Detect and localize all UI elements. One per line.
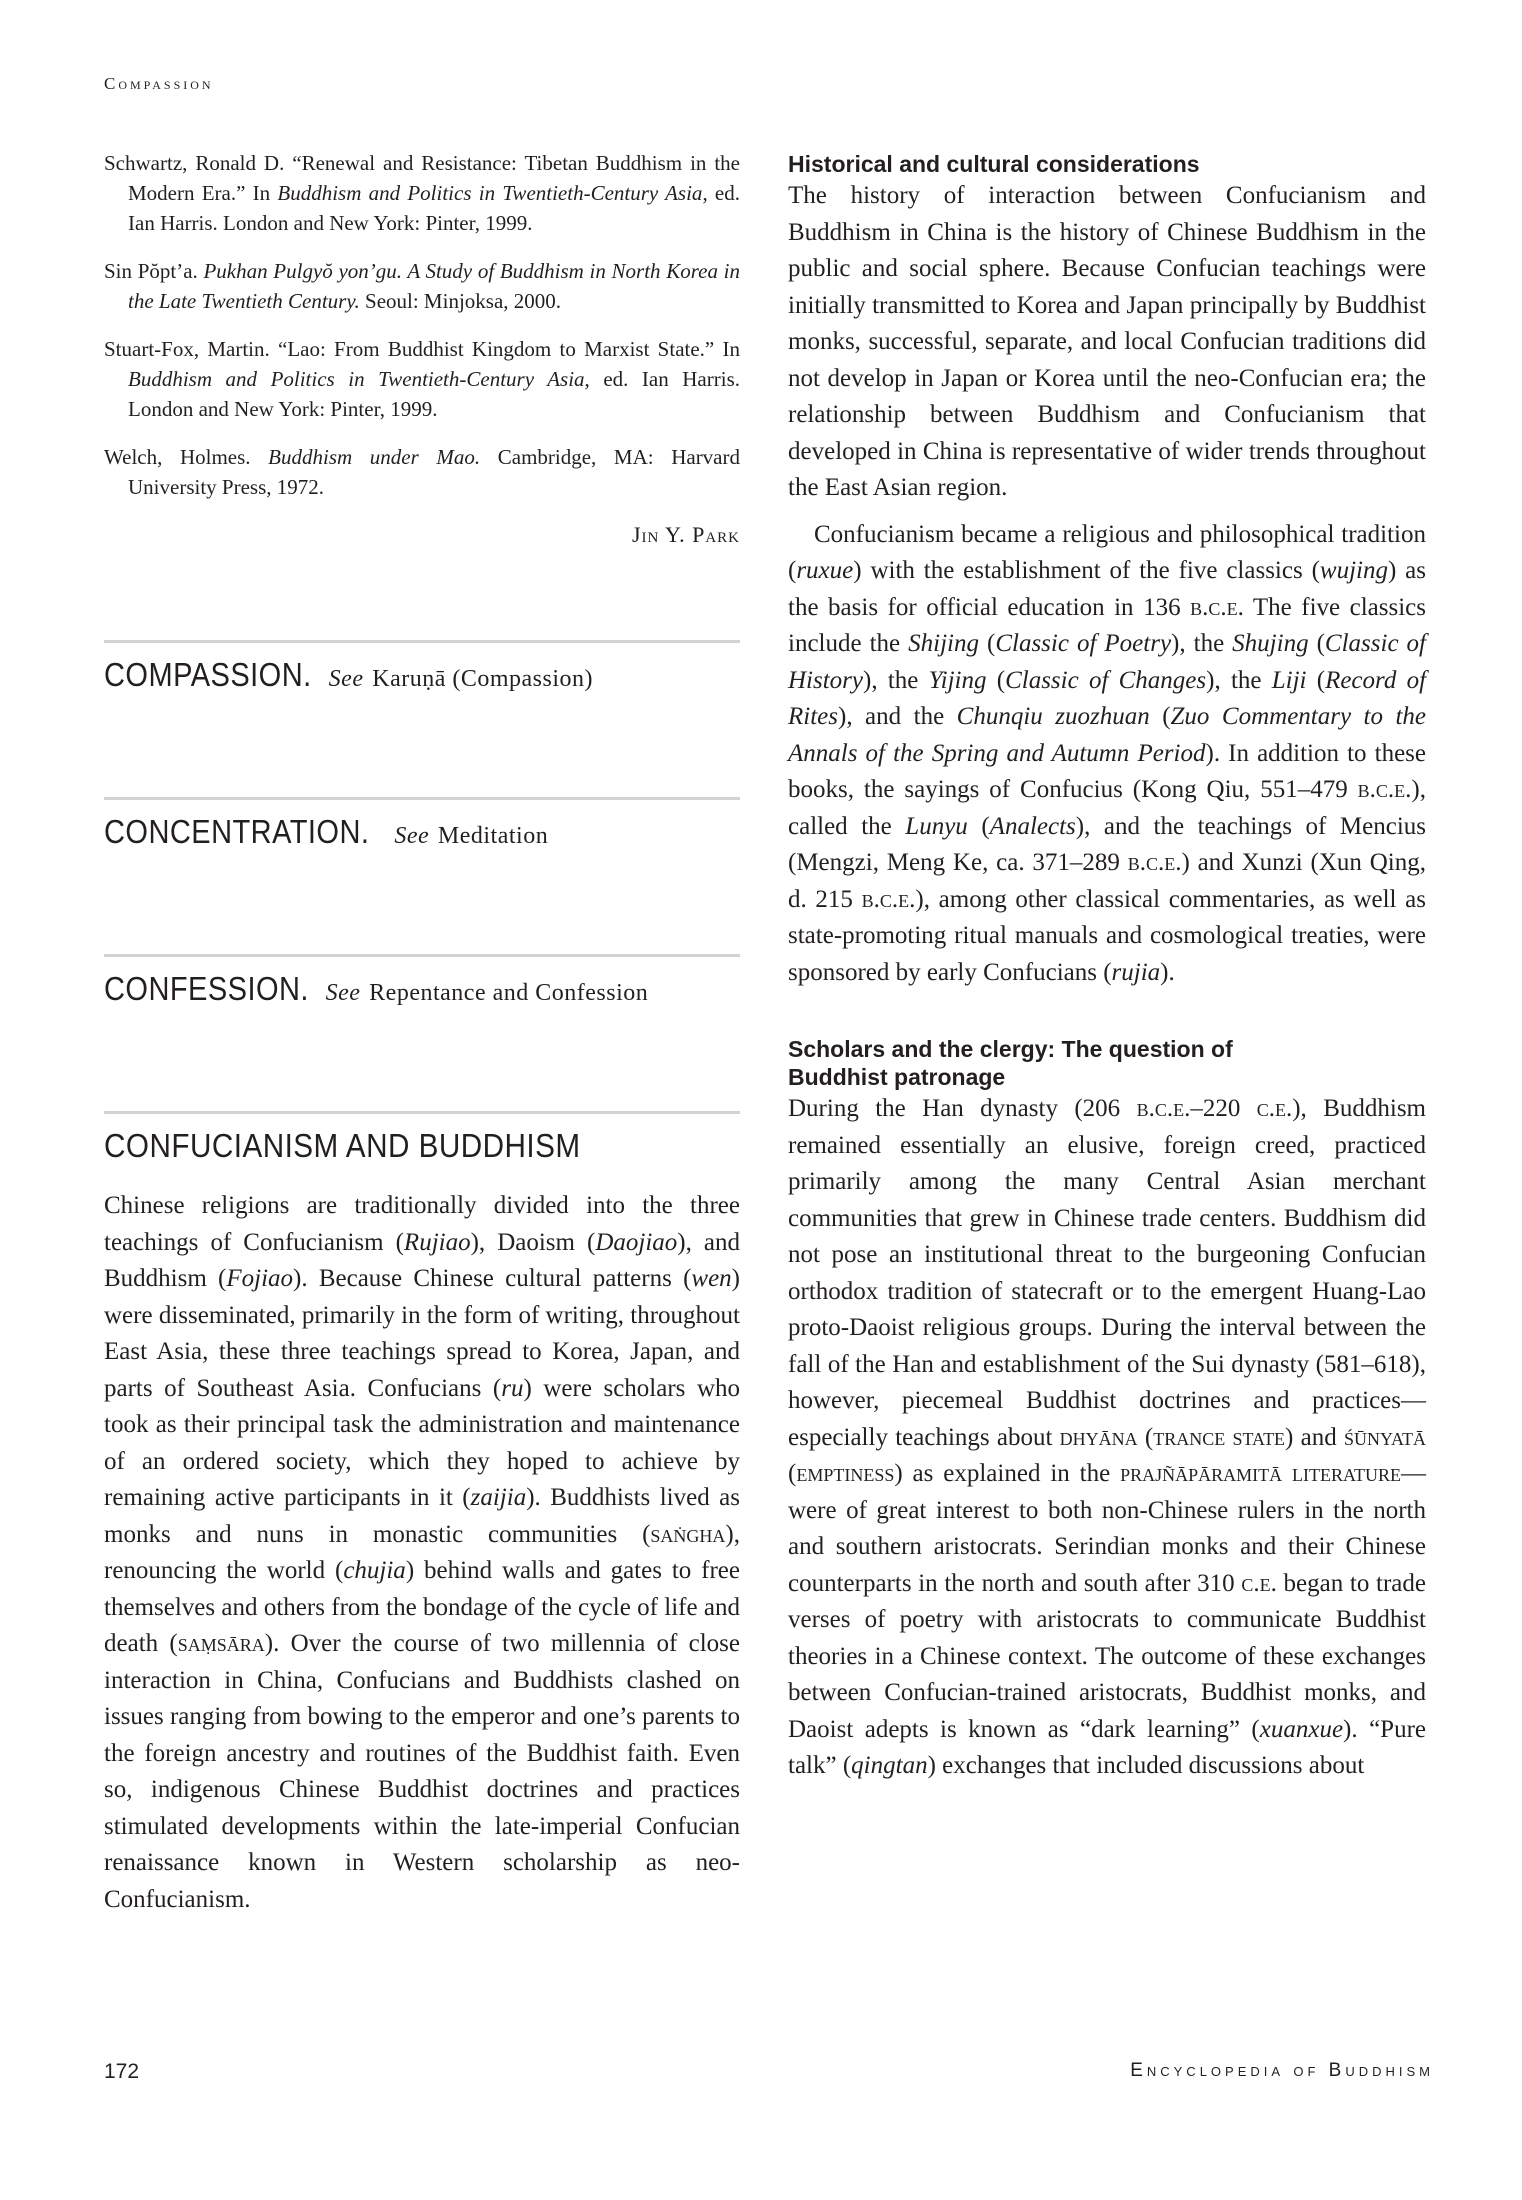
entry-term: COMPASSION. <box>104 656 312 693</box>
entry-divider <box>104 797 740 800</box>
entry-divider <box>104 1111 740 1114</box>
bib-publication: , ed. Ian Harris. London and New York: Pinter, 1999. <box>128 367 740 421</box>
bibliography <box>104 148 740 502</box>
see-target-link[interactable]: Meditation <box>437 823 549 849</box>
entry-term: CONCENTRATION. <box>104 813 370 850</box>
article-intro: Chinese religions are traditionally divided into the three teachings of Confucianism (Rujiao), Daoism (Daojiao), and Buddhism (Fojiao). Because Chinese cultural patterns (wen) were disseminated, primarily in the form of writing, throughout East Asia, these three teachings spread to Korea, Japan, and parts of Southeast Asia. Confucians (ru) were scholars who took as their principal task the administration and maintenance of an ordered society, which they hoped to achieve by remaining active participants in it (zaijia). Buddhists lived as monks and nuns in monastic communities (saṅgha), renouncing the world (chujia) behind walls and gates to free themselves and others from the bondage of the cycle of life and death (saṃsāra). Over the course of two millennia of close interaction in China, Confucians and Buddhists clashed on issues ranging from bowing to the emperor and one’s parents to the foreign ancestry and routines of the Buddhist faith. Even so, indigenous Chinese Buddhist doctrines and practices stimulated developments within the late-imperial Confucian renaissance known in Western scholarship as neo-Confucianism. <box>104 1192 741 1913</box>
section-heading: Historical and cultural considerations <box>788 151 1200 177</box>
cross-reference-concentration <box>104 812 740 856</box>
bib-title: Buddhism and Politics in Twentieth-Century Asia <box>277 181 703 205</box>
paragraph: The history of interaction between Confucianism and Buddhism in China is the history of Chinese Buddhism in the public and social sphere. Because Confucian teachings were initially transmitted to Korea and Japan principally by Buddhist monks, successful, separate, and local Confucian traditions did not develop in Japan or Korea until the neo-Confucian era; the relationship between Buddhism and Confucianism that developed in China is representative of wider trends throughout the East Asian region. <box>788 182 1426 501</box>
see-label: See <box>325 980 361 1006</box>
bib-title: Buddhism and Politics in Twentieth-Century Asia <box>128 367 585 391</box>
crossref-dhyana-link[interactable]: dhyāna (trance state) <box>1059 1423 1294 1451</box>
see-target-link[interactable]: Repentance and Confession <box>369 980 649 1006</box>
bib-publication: , ed. Ian Harris. London and New York: Pinter, 1999. <box>128 181 740 235</box>
right-column <box>788 150 1426 1785</box>
bib-entry <box>104 256 740 316</box>
page-number: 172 <box>104 2060 140 2083</box>
bib-author: Stuart-Fox, Martin. “Lao: From Buddhist Kingdom to Marxist State.” In <box>104 337 740 361</box>
bib-entry <box>104 148 740 238</box>
crossref-sangha-link[interactable]: saṅgha <box>650 1520 726 1548</box>
bib-title: Buddhism under Mao. <box>268 445 481 469</box>
cross-reference-compassion <box>104 655 740 699</box>
bib-title: Pukhan Pulgyŏ yon’gu. A Study of Buddhism in North Korea in the Late Twentieth Century. <box>128 259 740 313</box>
bib-author: Sin Pŏpt’a. <box>104 259 204 283</box>
paragraph: Confucianism became a religious and philosophical tradition (ruxue) with the establishment of the five classics (wujing) as the basis for official education in 136 b.c.e. The five classics include the Shijing (Classic of Poetry), the Shujing (Classic of History), the Yijing (Classic of Changes), the Liji (Record of Rites), and the Chunqiu zuozhuan (Zuo Commentary to the Annals of the Spring and Autumn Period). In addition to these books, the sayings of Confucius (Kong Qiu, 551–479 b.c.e.), called the Lunyu (Analects), and the teachings of Mencius (Mengzi, Meng Ke, ca. 371–289 b.c.e.) and Xunzi (Xun Qing, d. 215 b.c.e.), among other classical commentaries, as well as state-promoting ritual manuals and cosmological treaties, were sponsored by early Confucians (rujia). <box>788 520 1427 986</box>
cross-reference-confession <box>104 969 740 1013</box>
publication-title: Encyclopedia of Buddhism <box>1130 2060 1434 2081</box>
entry-term: CONFESSION. <box>104 970 309 1007</box>
see-label: See <box>328 666 364 692</box>
bib-publication: Cambridge, MA: Harvard University Press, 1972. <box>128 445 740 499</box>
entry-divider <box>104 640 740 643</box>
running-head: Compassion <box>104 74 214 93</box>
section-heading: Scholars and the clergy: The question of Buddhist patronage <box>788 1036 1233 1090</box>
bib-entry <box>104 334 740 424</box>
left-column <box>104 148 740 1918</box>
bib-publication: Seoul: Minjoksa, 2000. <box>359 289 562 313</box>
bib-author: Welch, Holmes. <box>104 445 269 469</box>
crossref-sunyata-link[interactable]: śūnyatā (emptiness) <box>788 1423 1427 1487</box>
see-label: See <box>394 823 430 849</box>
bib-author: Schwartz, Ronald D. “Renewal and Resistance: Tibetan Buddhism in the Modern Era.” In <box>104 151 740 205</box>
paragraph: During the Han dynasty (206 b.c.e.–220 c.e.), Buddhism remained essentially an elusive, foreign creed, practiced primarily among the many Central Asian merchant communities that grew in Chinese trade centers. Buddhism did not pose an institutional threat to the burgeoning Confucian orthodox tradition of statecraft or to the emergent Huang-Lao proto-Daoist religious groups. During the interval between the fall of the Han and establishment of the Sui dynasty (581–618), however, piecemeal Buddhist doctrines and practices—especially teachings about dhyāna (trance state) and śūnyatā (emptiness) as explained in the prajñāpāramitā literature—were of great interest to both non-Chinese rulers in the north and southern aristocrats. Serindian monks and their Chinese counterparts in the north and south after 310 c.e. began to trade verses of poetry with aristocrats to communicate Buddhist theories in a Chinese context. The outcome of these exchanges between Confucian-trained aristocrats, Buddhist monks, and Daoist adepts is known as “dark learning” (xuanxue). “Pure talk” (qingtan) exchanges that included discussions about <box>788 1095 1427 1779</box>
entry-divider <box>104 954 740 957</box>
crossref-samsara-link[interactable]: saṃsāra <box>177 1630 265 1657</box>
article-title: CONFUCIANISM AND BUDDHISM <box>104 1127 581 1164</box>
author-signature: Jin Y. Park <box>631 522 740 547</box>
bib-entry <box>104 442 740 502</box>
crossref-prajnaparamita-link[interactable]: prajñāpāramitā literature <box>1120 1460 1401 1487</box>
see-target-link[interactable]: Karuṇā (Compassion) <box>372 666 594 692</box>
